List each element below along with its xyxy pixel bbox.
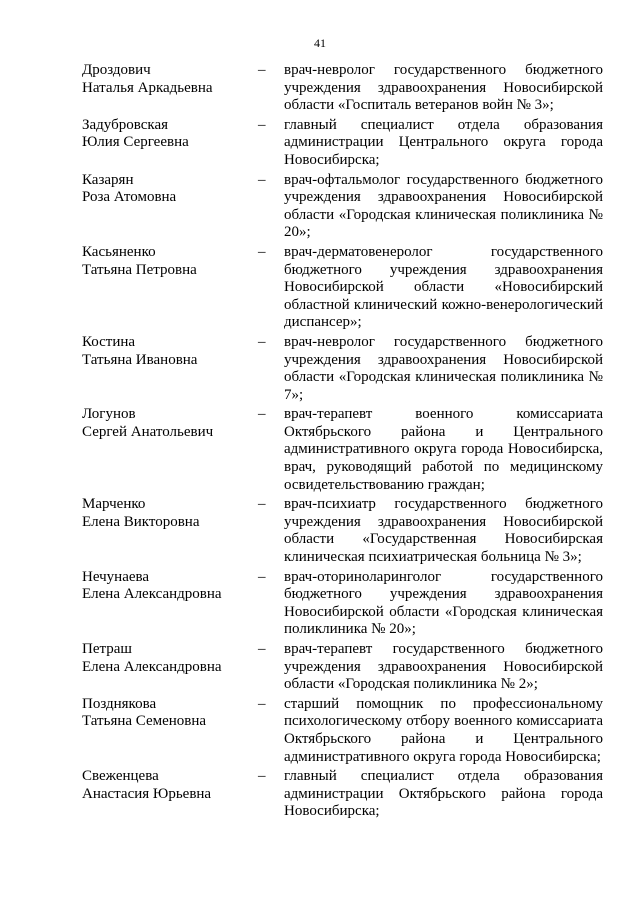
given-name: Татьяна Петровна — [82, 261, 197, 278]
dash-separator: – — [258, 243, 266, 260]
surname: Марченко — [82, 496, 146, 513]
position-description: врач-терапевт государственного бюджетного учреждения здравоохранения Новосибирской области «Городская поликлиника № 2»; — [284, 641, 603, 693]
surname: Костина — [82, 333, 136, 350]
given-name: Елена Викторовна — [82, 513, 200, 530]
person-name — [82, 768, 258, 803]
dash-separator: – — [258, 695, 266, 712]
person-name — [82, 62, 258, 97]
person-name — [82, 569, 258, 604]
position-description: врач-невролог государственного бюджетного учреждения здравоохранения Новосибирской области «Госпиталь ветеранов войн № 3»; — [284, 62, 603, 114]
person-name — [82, 406, 258, 441]
person-name — [82, 696, 258, 731]
member-list — [82, 62, 604, 823]
list-item — [82, 334, 604, 404]
person-name — [82, 244, 258, 279]
list-item — [82, 496, 604, 566]
surname: Свеженцева — [82, 768, 159, 785]
position-description: старший помощник по профессиональному психологическому отбору военного комиссариата Октябрьского района и Центрального административного округа города Новосибирска; — [284, 695, 603, 765]
dash-separator: – — [258, 768, 266, 785]
position-description: врач-оториноларинголог государственного бюджетного учреждения здравоохранения Новосибирской области «Городская клиническая поликлиника № 20»; — [284, 568, 603, 638]
list-item — [82, 569, 604, 639]
list-item — [82, 244, 604, 332]
position-description: врач-терапевт военного комиссариата Октябрьского района и Центрального административного округа города Новосибирска, врач, руководящий работой по медицинскому освидетельствованию граждан; — [284, 406, 603, 493]
position-description: врач-офтальмолог государственного бюджетного учреждения здравоохранения Новосибирской области «Городская клиническая поликлиника № 20»; — [284, 171, 603, 241]
given-name: Елена Александровна — [82, 658, 222, 675]
list-item — [82, 641, 604, 694]
surname: Логунов — [82, 406, 136, 423]
surname: Нечунаева — [82, 568, 150, 585]
surname: Казарян — [82, 171, 134, 188]
position-description: главный специалист отдела образования администрации Октябрьского района города Новосибирска; — [284, 768, 603, 820]
person-name — [82, 172, 258, 207]
dash-separator: – — [258, 333, 266, 350]
position-description: врач-невролог государственного бюджетного учреждения здравоохранения Новосибирской области «Городская клиническая поликлиника № 7»; — [284, 333, 603, 403]
dash-separator: – — [258, 641, 266, 657]
person-name — [82, 117, 258, 152]
list-item — [82, 406, 604, 494]
surname: Дроздович — [82, 62, 151, 78]
dash-separator: – — [258, 171, 266, 188]
given-name: Татьяна Семеновна — [82, 713, 207, 730]
given-name: Наталья Аркадьевна — [82, 79, 213, 96]
position-description: главный специалист отдела образования администрации Центрального округа города Новосибирска; — [284, 116, 603, 168]
list-item — [82, 696, 604, 766]
person-name — [82, 641, 258, 676]
given-name: Елена Александровна — [82, 586, 222, 603]
list-item — [82, 62, 604, 115]
person-name — [82, 496, 258, 531]
given-name: Сергей Анатольевич — [82, 423, 214, 440]
dash-separator: – — [258, 568, 266, 585]
given-name: Анастасия Юрьевна — [82, 785, 212, 802]
surname: Касьяненко — [82, 243, 156, 260]
list-item — [82, 172, 604, 242]
dash-separator: – — [258, 496, 266, 513]
surname: Задубровская — [82, 116, 169, 133]
dash-separator: – — [258, 62, 266, 78]
dash-separator: – — [258, 406, 266, 423]
person-name — [82, 334, 258, 369]
dash-separator: – — [258, 116, 266, 133]
surname: Петраш — [82, 641, 132, 657]
list-item — [82, 768, 604, 821]
given-name: Роза Атомовна — [82, 189, 177, 206]
list-item — [82, 117, 604, 170]
given-name: Татьяна Ивановна — [82, 351, 198, 368]
position-description: врач-дерматовенеролог государственного бюджетного учреждения здравоохранения Новосибирской области «Новосибирский областной клинический кожно-венерологический диспансер»; — [284, 243, 603, 331]
position-description: врач-психиатр государственного бюджетного учреждения здравоохранения Новосибирской области «Государственная Новосибирская клиническая психиатрическая больница № 3»; — [284, 496, 603, 566]
page-number: 41 — [314, 36, 326, 50]
surname: Позднякова — [82, 695, 157, 712]
given-name: Юлия Сергеевна — [82, 134, 189, 151]
